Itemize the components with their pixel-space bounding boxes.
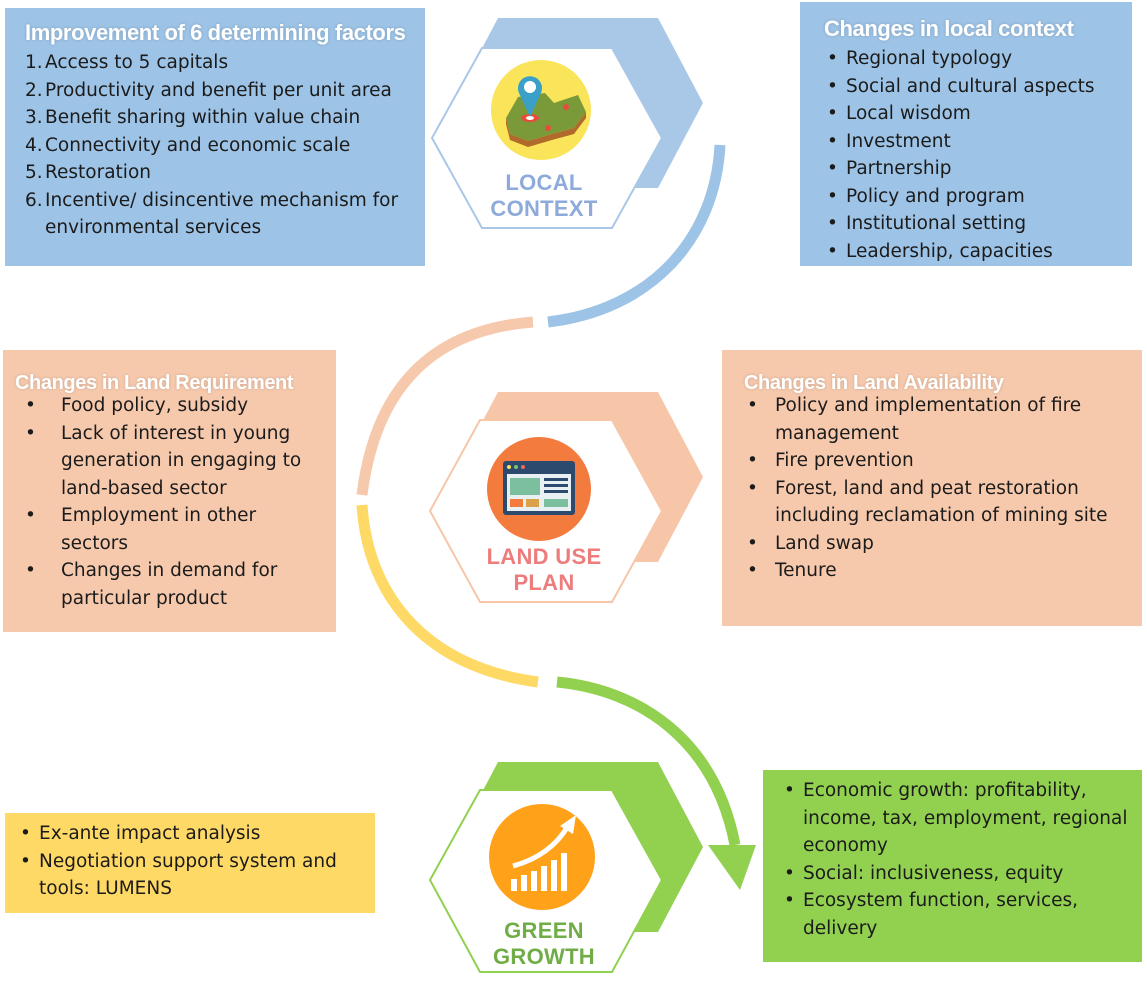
growth-chart-icon <box>489 804 595 910</box>
connector-arrowhead <box>708 845 756 890</box>
list-item: • Local wisdom <box>824 100 1126 128</box>
list-item-number: 6. <box>25 189 43 211</box>
list-item: • Social and cultural aspects <box>824 73 1126 101</box>
land-use-plan-label-line2: PLAN <box>513 570 575 595</box>
list-item <box>25 49 417 77</box>
determining-factors-box <box>5 8 425 266</box>
list-item-text: Incentive/ disincentive mechanism for environmental services <box>45 189 399 238</box>
outcomes-list <box>781 777 1134 942</box>
list-item <box>25 187 417 242</box>
list-item: • Regional typology <box>824 45 1126 73</box>
local-context-changes-box <box>800 2 1132 266</box>
list-item-text: Connectivity and economic scale <box>45 134 351 156</box>
green-growth-label <box>470 918 618 970</box>
list-item: • Policy and program <box>824 183 1126 211</box>
list-item: • Investment <box>824 128 1126 156</box>
land-availability-list <box>744 392 1132 585</box>
land-requirement-list <box>15 392 328 612</box>
determining-factors-list <box>25 49 417 242</box>
list-item-text: Restoration <box>45 162 151 183</box>
local-context-label <box>470 170 618 222</box>
outcomes-box <box>763 770 1142 962</box>
list-item: • Social: inclusiveness, equity <box>781 860 1134 888</box>
local-context-changes-title: Changes in local context <box>824 16 1074 41</box>
list-item: • Economic growth: profitability, income, tax, employment, regional economy <box>781 777 1134 860</box>
list-item: • Fire prevention <box>744 447 1132 475</box>
browser-window-icon <box>487 437 591 541</box>
list-item-text: Benefit sharing within value chain <box>45 107 361 128</box>
land-requirement-box <box>3 350 336 632</box>
list-item: • Tenure <box>744 557 1132 585</box>
land-availability-box <box>722 350 1142 626</box>
map-pin-icon <box>491 60 591 160</box>
list-item: • Ecosystem function, services, delivery <box>781 887 1134 942</box>
local-context-changes-list <box>824 45 1126 265</box>
list-item <box>25 104 417 132</box>
land-use-plan-label-line1: LAND USE <box>486 544 602 569</box>
list-item-number: 2. <box>25 79 43 101</box>
list-item: • Forest, land and peat restoration including reclamation of mining site <box>744 475 1132 530</box>
list-item: • Policy and implementation of fire management <box>744 392 1132 447</box>
list-item: • Changes in demand for particular product <box>15 557 328 612</box>
list-item: • Ex-ante impact analysis <box>17 820 367 848</box>
list-item-text: Access to 5 capitals <box>45 52 229 73</box>
list-item: • Land swap <box>744 530 1132 558</box>
local-context-label-line2: CONTEXT <box>490 196 598 221</box>
list-item: • Negotiation support system and tools: LUMENS <box>17 848 367 903</box>
land-availability-title: Changes in Land Availability <box>744 372 1004 394</box>
list-item: • Partnership <box>824 155 1126 183</box>
list-item-number: 4. <box>25 134 43 156</box>
list-item <box>25 132 417 160</box>
list-item <box>25 159 417 187</box>
green-growth-label-line2: GROWTH <box>492 944 595 969</box>
list-item-text: Productivity and benefit per unit area <box>45 79 392 101</box>
list-item: • Lack of interest in young generation in engaging to land-based sector <box>15 420 328 503</box>
determining-factors-title: Improvement of 6 determining factors <box>25 20 406 45</box>
list-item-number: 1. <box>25 52 43 73</box>
land-requirement-title: Changes in Land Requirement <box>15 372 294 394</box>
list-item: • Employment in other sectors <box>15 502 328 557</box>
local-context-label-line1: LOCAL <box>505 170 583 195</box>
list-item: • Institutional setting <box>824 210 1126 238</box>
tools-list <box>17 820 367 903</box>
list-item-number: 5. <box>25 162 43 183</box>
land-use-plan-label <box>466 544 622 596</box>
list-item: • Leadership, capacities <box>824 238 1126 266</box>
tools-box <box>5 813 375 913</box>
list-item: • Food policy, subsidy <box>15 392 328 420</box>
list-item-number: 3. <box>25 107 43 128</box>
list-item <box>25 77 417 105</box>
green-growth-label-line1: GREEN <box>504 918 584 943</box>
